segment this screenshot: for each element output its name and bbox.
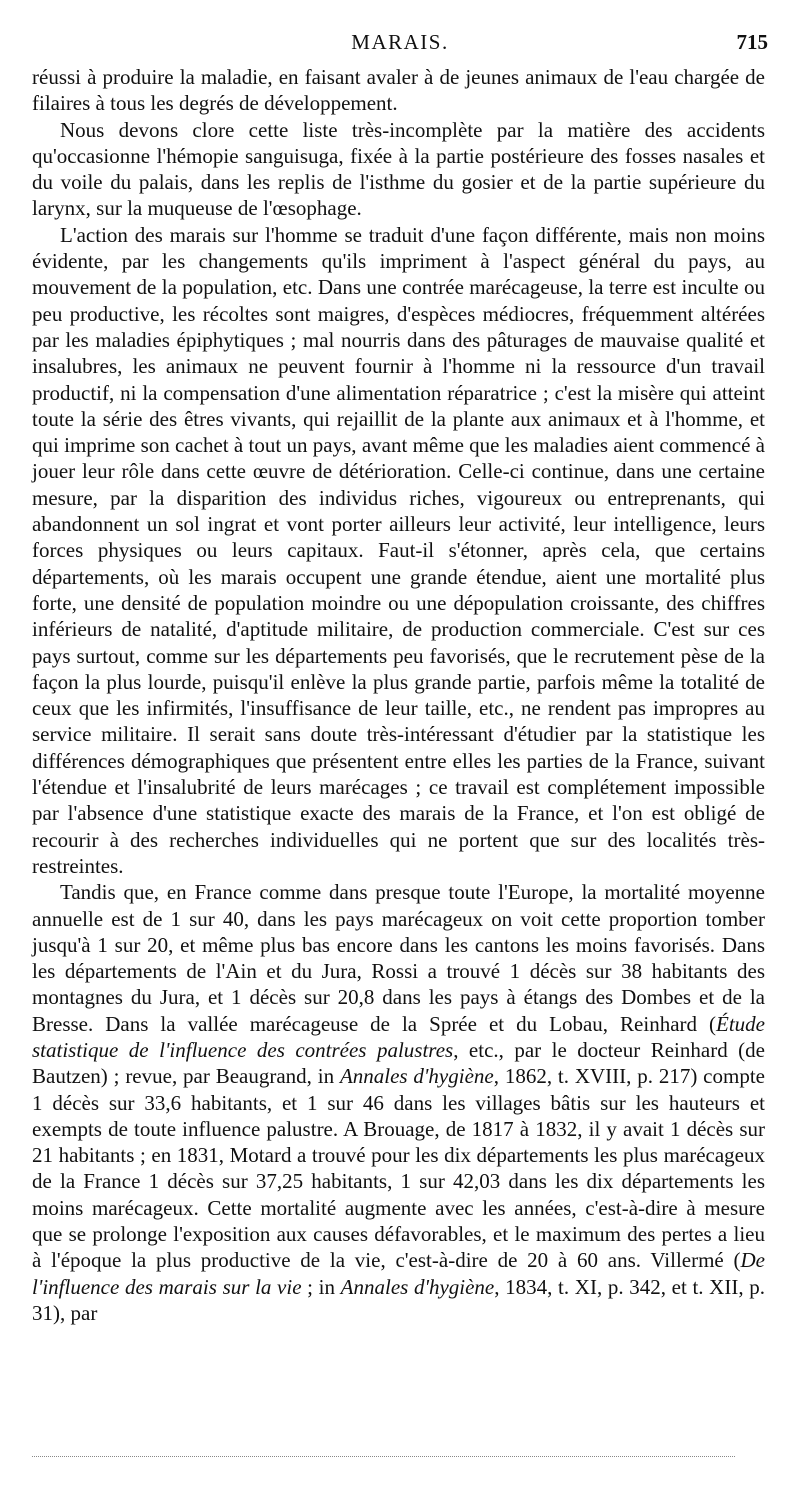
paragraph-action-des-marais: L'action des marais sur l'homme se traduit d'une façon différente, mais non moins évidente, par les changements qu'ils impriment à l'aspect général du pays, au mouvement de la population, etc. Dans une contrée marécageuse, la terre est inculte ou peu productive, les récoltes sont maigres, d'espèces médiocres, fréquemment altérées par les maladies épiphytiques ; mal nourris dans des pâturages de mauvaise qualité et insalubres, les animaux ne peuvent fournir à l'homme ni la ressource d'un travail productif, ni la compensation d'une alimentation réparatrice ; c'est la misère qui atteint toute la série des êtres vivants, qui rejaillit de la plante aux animaux et à l'homme, et qui imprime son cachet à tout un pays, avant même que les maladies aient commencé à jouer leur rôle dans cette œuvre de détérioration. Celle-ci continue, dans une certaine mesure, par la disparition des individus riches, vigoureux ou entreprenants, qui abandonnent un sol ingrat et vont porter ailleurs leur activité, leur intelligence, leurs forces physiques ou leurs capitaux. Faut-il s'étonner, après cela, que certains départements, où les marais occupent une grande étendue, aient une mortalité plus forte, une densité de population moindre ou une dépopulation croissante, des chiffres inférieurs de natalité, d'aptitude militaire, de production commerciale. C'est sur ces pays surtout, comme sur les départements peu favorisés, que le recrutement pèse de la façon la plus lourde, puisqu'il enlève la plus grande partie, parfois même la totalité de ceux que les infirmités, l'insuffisance de leur taille, etc., ne rendent pas impropres au service militaire. Il serait sans doute très-intéressant d'étudier par la statistique les différences démographiques que présentent entre elles les parties de la France, suivant l'étendue et l'insalubrité de leurs marécages ; ce travail est complétement impossible par l'absence d'une statistique exacte des marais de la France, et l'on est obligé de recourir à des recherches individuelles qui ne portent que sur des localités très-restreintes. (32, 222, 765, 878)
journal-title: Annales d'hygiène (339, 1064, 494, 1089)
citation-title: Étude statistique de l'influence des contrées palustres (32, 1011, 765, 1062)
text-run: , 1834, t. XI, p. 342, et t. XII, p. 31), par (32, 1274, 765, 1325)
text-run: ; in (301, 1274, 341, 1299)
paragraph-continuation: réussi à produire la maladie, en faisant avaler à de jeunes animaux de l'eau chargée de filaires à tous les degrés de développement. (32, 65, 765, 116)
paragraph-hemopie: Nous devons clore cette liste très-incomplète par la matière des accidents qu'occasionne l'hémopie sanguisuga, fixée à la partie postérieure des fosses nasales et du voile du palais, dans les replis de l'isthme du gosier et de la partie supérieure du larynx, sur la muqueuse de l'œsophage. (32, 117, 765, 221)
text-run: Tandis que, en France comme dans presque toute l'Europe, la mortalité moyenne annuelle est de 1 sur 40, dans les pays marécageux on voit cette proportion tomber jusqu'à 1 sur 20, et même plus bas encore dans les cantons les moins favorisés. Dans les départements de l'Ain et du Jura, Rossi a trouvé 1 décès sur 38 habitants des montagnes du Jura, et 1 décès sur 20,8 dans les pays à étangs des Dombes et de la Bresse. Dans la vallée marécageuse de la Sprée et du Lobau, Reinhard ( (32, 880, 765, 1036)
text-run: , etc., par le docteur Reinhard (de Bautzen) ; revue, par Beaugrand, in (32, 1037, 765, 1089)
running-header (32, 30, 768, 60)
body-text (32, 64, 765, 1326)
paragraph-mortalite (32, 879, 765, 1326)
journal-title: Annales d'hygiène (340, 1274, 495, 1299)
running-title: MARAIS. (351, 30, 449, 54)
text-run: , 1862, t. XVIII, p. 217) compte 1 décès sur 33,6 habitants, et 1 sur 46 dans les villages bâtis sur les hauteurs et exempts de toute influence palustre. A Brouage, de 1817 à 1832, il y avait 1 décès sur 21 habitants ; en 1831, Motard a trouvé pour les dix départements les plus marécageux de la France 1 décès sur 37,25 habitants, 1 sur 42,03 dans les dix départements les moins marécageux. Cette mortalité augmente avec les années, c'est-à-dire à mesure que se prolonge l'exposition aux causes défavorables, et le maximum des pertes a lieu à l'époque la plus productive de la vie, c'est-à-dire de 20 à 60 ans. Villermé ( (32, 1064, 765, 1273)
footer-dotted-rule (32, 1456, 735, 1457)
citation-title: De l'influence des marais sur la vie (32, 1248, 765, 1299)
page-number: 715 (736, 30, 768, 54)
